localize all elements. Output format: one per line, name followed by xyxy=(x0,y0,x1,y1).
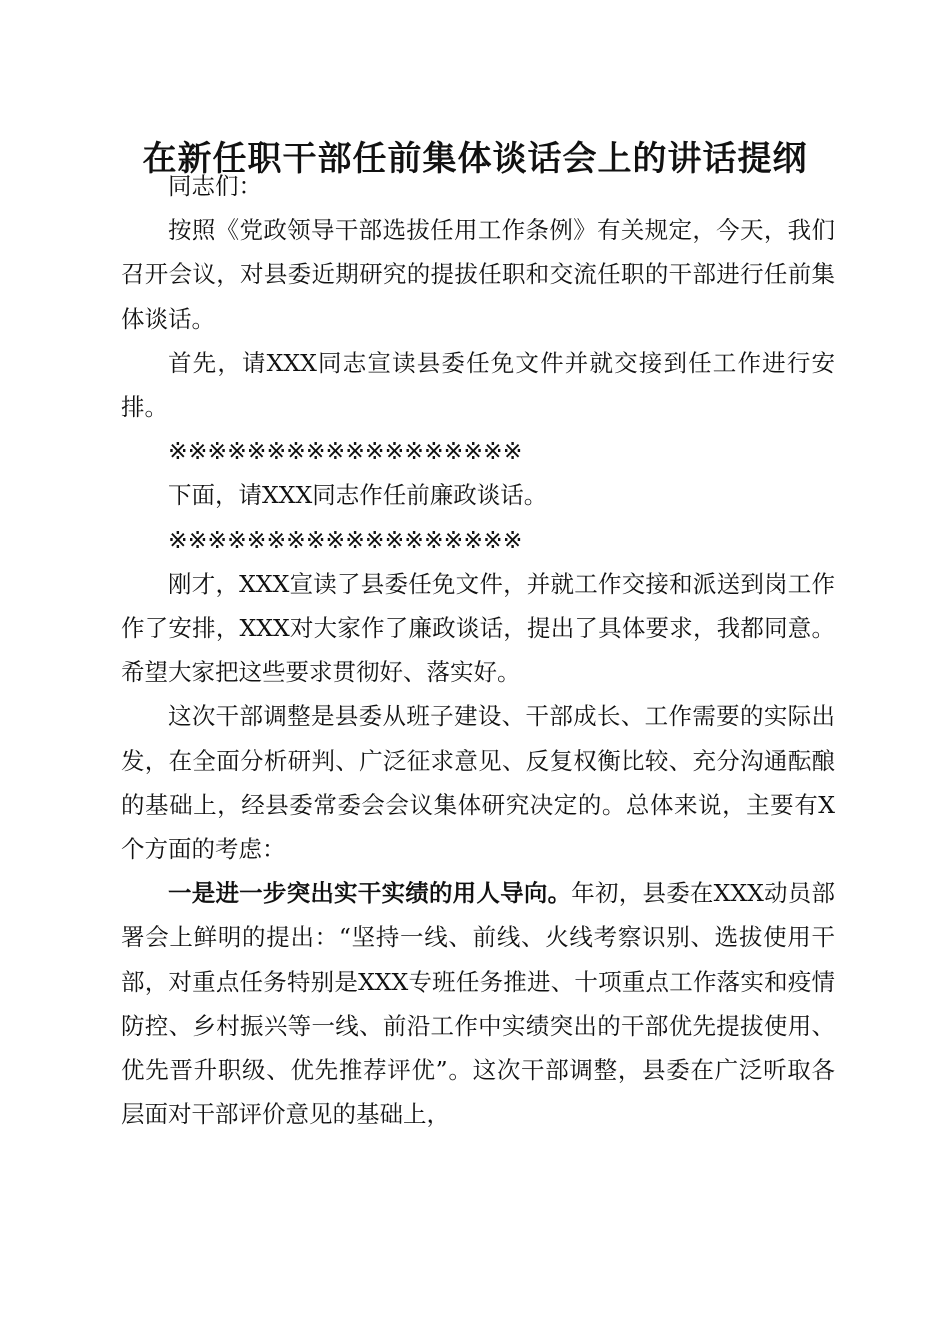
document-title: 在新任职干部任前集体谈话会上的讲话提纲 xyxy=(142,139,808,179)
document-body xyxy=(121,164,835,1136)
paragraph-next-step: 下面，请XXX同志作任前廉政谈话。 xyxy=(168,481,548,510)
paragraph-separator: ※※※※※※※※※※※※※※※※※※ xyxy=(168,525,523,554)
paragraph-separator: ※※※※※※※※※※※※※※※※※※ xyxy=(168,437,523,466)
paragraph-summary: 刚才，XXX宣读了县委任免文件，并就工作交接和派送到岗工作作了安排，XXX对大家作了廉政谈话，提出了具体要求，我都同意。希望大家把这些要求贯彻好、落实好。 xyxy=(121,569,835,687)
paragraph-intro: 按照《党政领导干部选拔任用工作条例》有关规定，今天，我们召开会议，对县委近期研究的提拔任职和交流任职的干部进行任前集体谈话。 xyxy=(121,216,835,333)
paragraph-considerations: 这次干部调整是县委从班子建设、干部成长、工作需要的实际出发，在全面分析研判、广泛征求意见、反复权衡比较、充分沟通酝酿的基础上，经县委常委会会议集体研究决定的。总体来说，主要有X个方面的考虑： xyxy=(121,702,835,864)
paragraph-salutation: 同志们： xyxy=(168,172,262,200)
paragraph-point-one xyxy=(121,871,835,1136)
point-one-heading: 一是进一步突出实干实绩的用人导向。 xyxy=(168,879,572,908)
paragraph-first-step: 首先，请XXX同志宣读县委任免文件并就交接到任工作进行安排。 xyxy=(121,348,835,422)
point-one-text: 年初，县委在XXX动员部署会上鲜明的提出：“坚持一线、前线、火线考察识别、选拔使用干部，对重点任务特别是XXX专班任务推进、十项重点工作落实和疫情防控、乡村振兴等一线、前沿工作中实绩突出的干部优先提拔使用、优先晋升职级、优先推荐评优”。这次干部调整，县委在广泛听取各层面对干部评价意见的基础上， xyxy=(121,879,835,1129)
